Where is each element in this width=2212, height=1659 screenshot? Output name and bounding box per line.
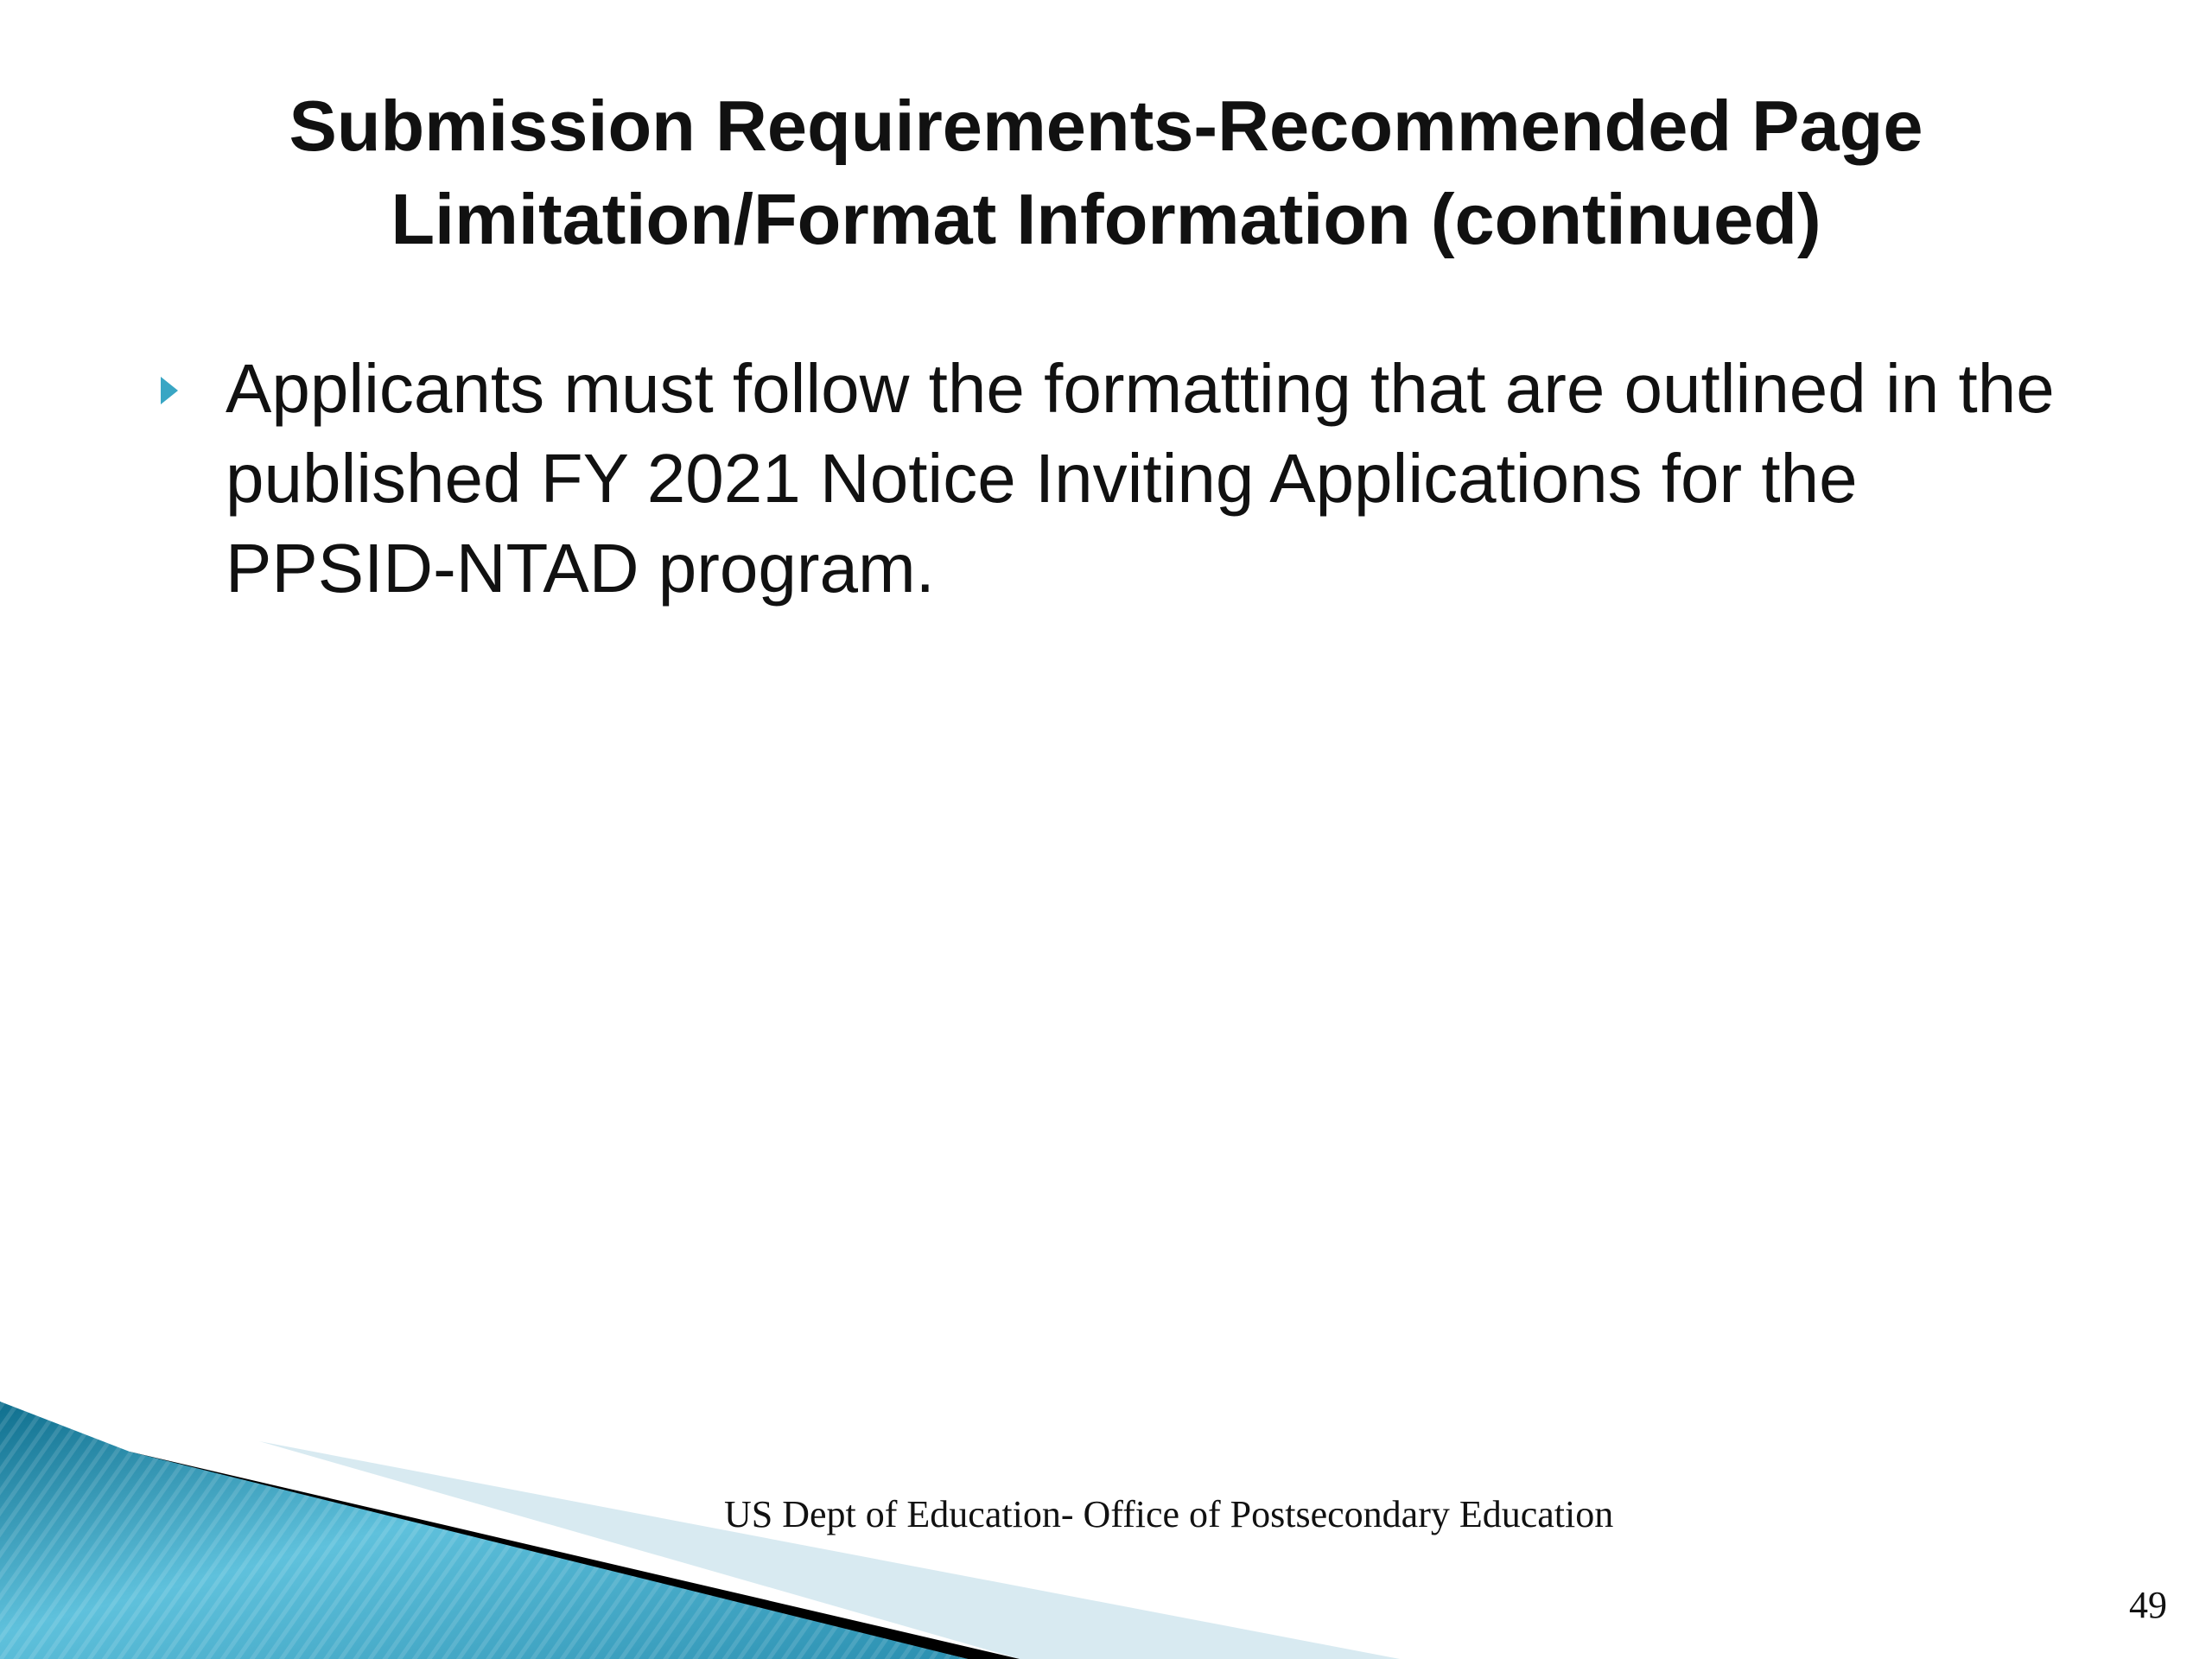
slide-number: 49	[2129, 1584, 2167, 1626]
slide-title: Submission Requirements-Recommended Page Limitation/Format Information (continued)	[289, 86, 1923, 259]
bullet-text: Applicants must follow the formatting that are outlined in the published FY 2021 Notice Inviting Applications for the PPSID-NTAD program.	[226, 350, 2055, 607]
triangle-bullet-icon	[161, 377, 178, 404]
bullet-item	[161, 344, 2088, 613]
bullet-list	[161, 344, 2088, 613]
footer-text: US Dept of Education- Office of Postsecondary Education	[724, 1493, 1614, 1535]
